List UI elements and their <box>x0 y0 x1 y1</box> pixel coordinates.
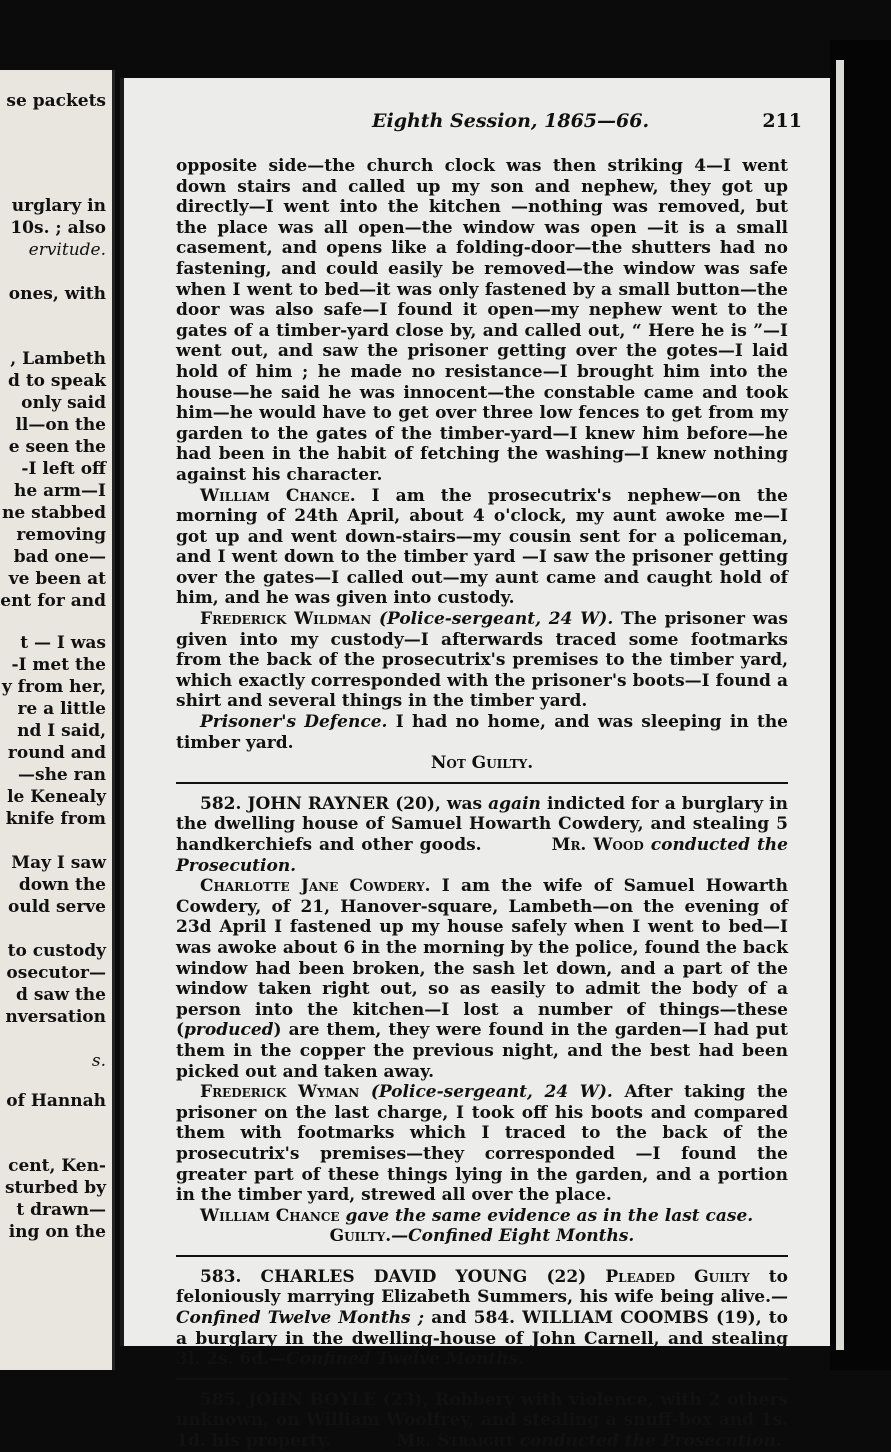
facing-page-line: sturbed by <box>4 1178 106 1198</box>
counsel-text: conducted the Prosecution. <box>176 835 788 876</box>
facing-page-line: t — I was <box>20 633 106 653</box>
case-divider <box>176 1378 788 1380</box>
again-word: again <box>488 793 541 814</box>
facing-page-line: s. <box>91 1051 106 1071</box>
page-header <box>124 110 834 138</box>
facing-page-line: May I saw <box>11 853 106 873</box>
testimony-text: I am the wife of Samuel Howarth Cowdery, of 21, Hanover-square, Lambeth—on the evening of 23d April I fastened up my house safely when I went to bed—I was awoke about 6 in the morning by the police, found the back window had been broken, the sash let down, and a part of the window taken right out, so as easily to admit the body of a person into the kitchen—I lost a number of things—these ( <box>176 876 788 1041</box>
charge-text: to feloniously marrying Elizabeth Summers, his wife being alive. <box>176 1266 788 1308</box>
facing-page-line: round and <box>7 743 106 763</box>
defendant: JOHN BOYLE (23), <box>241 1389 429 1410</box>
facing-page-line: knife from <box>5 809 106 829</box>
sentence: —Confined Twelve Months ; <box>176 1287 788 1329</box>
facing-page-line: bad one— <box>13 547 106 567</box>
facing-page-line: , Lambeth <box>10 349 106 369</box>
testimony-william-chance <box>176 486 788 610</box>
case-number: 582. <box>200 793 242 814</box>
counsel-text: conducted the Prosecution. <box>513 1431 782 1452</box>
testimony-text: gave the same evidence as in the last case. <box>339 1205 754 1226</box>
witness-name: William Chance. <box>200 485 356 506</box>
counsel-name: Mr. Straight <box>396 1431 514 1452</box>
facing-page-line: ones, with <box>8 284 106 304</box>
verdict: Not Guilty. <box>430 753 534 774</box>
verdict-label: Guilty. <box>329 1226 392 1247</box>
facing-page-line: ould serve <box>8 897 106 917</box>
facing-page-line: ent for and <box>0 591 106 611</box>
testimony-text: I am the prosecutrix's nephew—on the morning of 24th April, about 4 o'clock, my aunt awoke me—I got up and went down-stairs—my cousin sent for a policeman, and I went down to the timber yard —I saw the prisoner getting over the gates—I called out—my aunt came and caught hold of him, and he was given into custody. <box>176 485 788 609</box>
facing-page-line: e seen the <box>8 437 106 457</box>
witness-role: (Police-sergeant, 24 W). <box>371 609 614 630</box>
testimony-frederick-wyman <box>176 1082 788 1206</box>
testimony-frederick-wildman <box>176 609 788 712</box>
facing-page-line: y from her, <box>1 677 106 697</box>
testimony-text: The prisoner was given into my custody—I afterwards traced some footmarks from the back of the prosecutrix's premises to the timber yard, which exactly corresponded with the prisoner's boots—I found a shirt and several things in the timber yard. <box>176 609 788 712</box>
charge-text: Robbery with violence, with 2 others unknown, on William Woolfrey, and stealing a snuff-box and 1s. 1d. his property. <box>176 1389 788 1452</box>
case-number-2: 584. <box>473 1308 516 1329</box>
facing-page-line: —she ran <box>18 765 106 785</box>
facing-page-line: -I met the <box>11 655 106 675</box>
facing-page-line: ne stabbed <box>1 503 106 523</box>
defendant: JOHN RAYNER (20), was <box>241 793 489 814</box>
case-top-narrative: opposite side—the church clock was then striking 4—I went down stairs and called up my son and nephew, they got up directly—I went into the kitchen —nothing was removed, but the place was all open—the window was open —it is a small casement, and opens like a folding-door—the shutters had no fastening, and could easily be removed—the window was safe when I went to bed—it was only fastened by a small button—the door was also safe—I found it open—my nephew went to the gates of a timber-yard close by, and called out, “ Here he is ”—I went out, and saw the prisoner getting over the gotes—I laid hold of him ; he made no resistance—I brought him into the house—he said he was innocent—the constable came and took him—he would have to get over three low fences to get from my garden to the gates of the timber-yard—I knew him before—he had been in the habit of fetching the washing—I knew nothing against his character. <box>176 156 788 485</box>
sentence-2: —Confined Twelve Months. <box>269 1349 525 1370</box>
case-divider <box>176 1255 788 1257</box>
produced-word: produced <box>184 1020 274 1041</box>
charge-text-2: to a burglary in the dwelling-house of John Carnell, and stealing 3l. 2s. 6d. <box>176 1308 788 1370</box>
defence-label: Prisoner's Defence. <box>200 712 388 733</box>
case-number: 585. <box>200 1389 242 1410</box>
witness-name: Frederick Wyman <box>200 1082 360 1103</box>
witness-name: Charlotte Jane Cowdery. <box>200 876 431 897</box>
facing-page-line: -I left off <box>21 459 106 479</box>
testimony-charlotte-cowdery <box>176 876 788 1082</box>
facing-page-line: t drawn— <box>16 1200 106 1220</box>
defendant-2: WILLIAM COOMBS (19), <box>515 1308 762 1329</box>
counsel-name: Mr. Wood <box>551 835 644 855</box>
facing-page-line: ing on the <box>8 1222 106 1242</box>
verdict <box>176 1226 788 1247</box>
case-number: 583. <box>200 1266 242 1287</box>
case-582-heading <box>176 794 788 876</box>
conjunction: and <box>424 1308 474 1329</box>
charge-text: indicted for a burglary in the dwelling house of Samuel Howarth Cowdery, and stealing 5 handkerchiefs and other goods. <box>176 793 788 855</box>
verdict-sentence: —Confined Eight Months. <box>391 1226 635 1247</box>
facing-page-line: to custody <box>7 941 106 961</box>
facing-page-line: only said <box>21 393 106 413</box>
facing-page-line: cent, Ken- <box>8 1156 106 1176</box>
page-number: 211 <box>762 110 802 132</box>
facing-page-line: urglary in <box>11 196 106 216</box>
witness-role: (Police-sergeant, 24 W). <box>359 1082 613 1103</box>
case-583-584 <box>176 1267 788 1370</box>
facing-page-line: of Hannah <box>6 1091 106 1111</box>
facing-page-line: removing <box>16 525 106 545</box>
facing-page-line: down the <box>18 875 106 895</box>
page-body <box>176 156 788 1452</box>
facing-page-line: nd I said, <box>17 721 106 741</box>
facing-page-line: osecutor— <box>6 963 106 983</box>
case-divider <box>176 782 788 784</box>
defence-text: I had no home, and was sleeping in the timber yard. <box>176 712 788 753</box>
prisoner-defence <box>176 712 788 753</box>
facing-page-fragment <box>0 70 115 1370</box>
case-585 <box>176 1390 788 1452</box>
facing-page-line: 10s. ; also <box>10 218 106 238</box>
facing-page-line: nversation <box>5 1007 106 1027</box>
facing-page-line: he arm—I <box>13 481 106 501</box>
testimony-text-2: ) are them, they were found in the garden—I had put them in the copper the previous night, and the best had been picked out and taken away. <box>176 1020 788 1082</box>
facing-page-line: le Kenealy <box>7 787 106 807</box>
testimony-text: After taking the prisoner on the last charge, I took off his boots and compared them with footmarks which I traced to the back of the prosecutrix's premises—they corresponded —I found the greater part of these things lying in the garden, and a portion in the timber yard, strewed all over the place. <box>176 1082 788 1206</box>
plea: Pleaded Guilty <box>605 1266 750 1287</box>
facing-page-line: d to speak <box>8 371 106 391</box>
facing-page-line: se packets <box>6 91 106 111</box>
witness-name: William Chance <box>200 1205 340 1226</box>
facing-page-line: d saw the <box>16 985 106 1005</box>
page <box>120 78 834 1452</box>
page-edge-strip <box>836 60 844 1350</box>
defendant: CHARLES DAVID YOUNG (22) <box>241 1266 606 1287</box>
book-edge <box>830 40 891 1370</box>
testimony-william-chance-2 <box>176 1206 788 1227</box>
witness-name: Frederick Wildman <box>200 609 372 630</box>
facing-page-line: re a little <box>17 699 106 719</box>
facing-page-line: ve been at <box>8 569 106 589</box>
facing-page-line: ervitude. <box>28 240 106 260</box>
facing-page-line: ll—on the <box>15 415 106 435</box>
running-head: Eighth Session, 1865—66. <box>372 110 650 132</box>
